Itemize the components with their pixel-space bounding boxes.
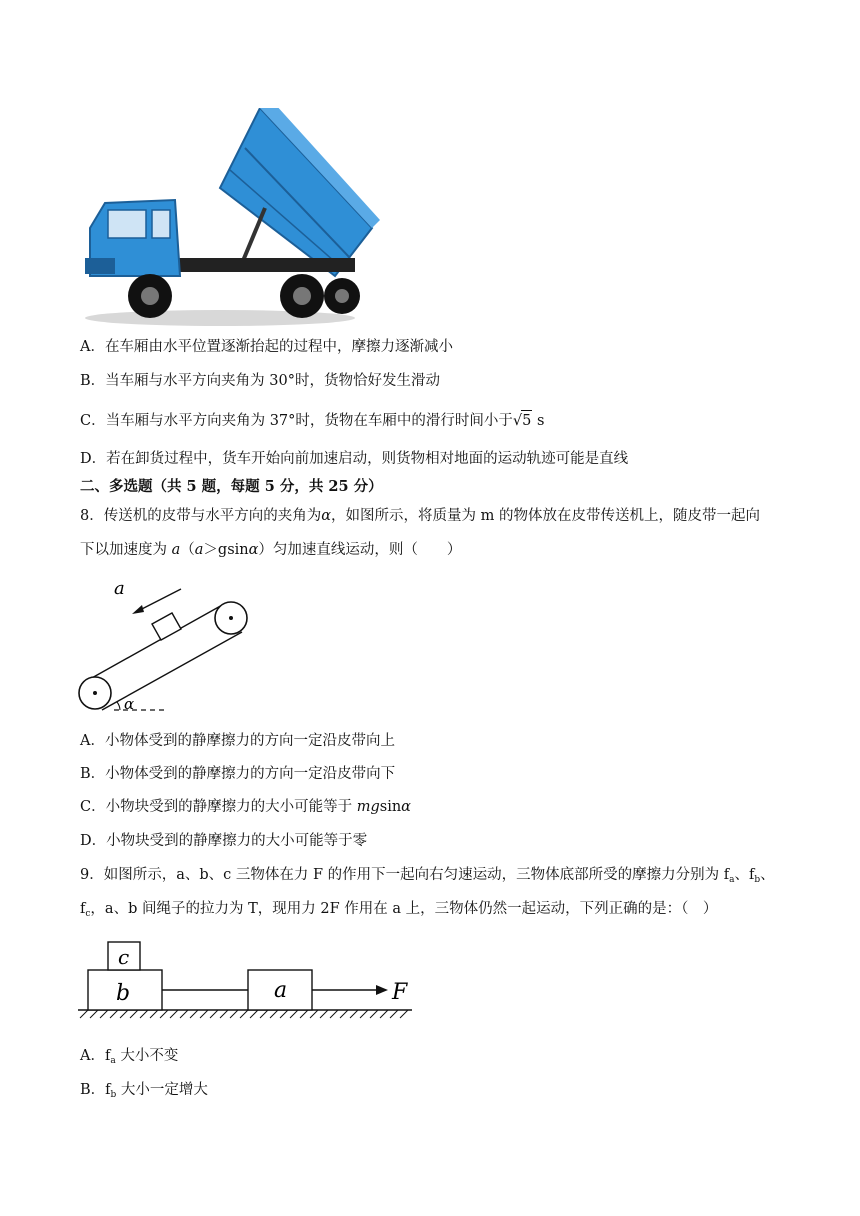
- q8-text-2: ，如图所示，将质量为 m 的物体放在皮带传送机上，随皮带一起向: [331, 508, 760, 524]
- q8-a2: a: [194, 542, 204, 558]
- conveyor-figure: [76, 576, 256, 716]
- q7-option-c-unit: s: [537, 413, 545, 429]
- q9-option-a: [80, 1046, 178, 1071]
- q9-text-5: ，a、b 间绳子的拉力为 T，现用力 2F 作用在 a 上，三物体仍然一起运动，下列正确的是：（ ）: [90, 901, 718, 917]
- fig-label-c: c: [118, 945, 130, 969]
- q9-stem-line2: [80, 899, 717, 924]
- q9-option-b: [80, 1080, 208, 1105]
- q9-sub-b: b: [754, 875, 761, 885]
- q9-sub-c: c: [85, 909, 91, 919]
- q9-b-post: 大小一定增大: [116, 1082, 208, 1098]
- q7-option-d: D．若在卸货过程中，货车开始向前加速启动，则货物相对地面的运动轨迹可能是直线: [80, 451, 629, 467]
- q9-text-4: f: [80, 901, 86, 917]
- q8-option-a: A．小物体受到的静摩擦力的方向一定沿皮带向上: [80, 733, 395, 749]
- section-heading: 二、多选题（共 5 题，每题 5 分，共 25 分）: [80, 478, 383, 495]
- q8-stem-line2: [80, 540, 461, 560]
- q8-c-mg: mg: [356, 799, 380, 815]
- q8-text-6: ）匀加速直线运动，则（ ）: [258, 542, 462, 558]
- q9-a-sub: a: [110, 1056, 116, 1066]
- q9-b-sub: b: [110, 1090, 117, 1100]
- q8-c-sin: sin: [379, 799, 402, 815]
- dump-truck-image: [80, 108, 380, 328]
- fig-label-f: F: [392, 980, 408, 1005]
- q8-alpha: α: [321, 508, 332, 524]
- q9-a-text: A．f: [80, 1048, 111, 1064]
- fig-label-b: b: [116, 981, 131, 1006]
- q8-c-text: C．小物块受到的静摩擦力的大小可能等于: [80, 799, 357, 815]
- q8-alpha2: α: [248, 542, 259, 558]
- q9-stem-line1: [80, 865, 775, 890]
- q8-stem-line1: [80, 506, 760, 526]
- q8-a: a: [171, 542, 181, 558]
- q8-text-3: 下以加速度为: [80, 542, 172, 558]
- q8-c-alpha: α: [401, 799, 411, 815]
- sqrt-symbol: √5: [513, 410, 532, 431]
- q9-text-3: 、: [760, 867, 775, 883]
- fig-label-a: a: [274, 978, 288, 1003]
- q9-text-2: 、f: [734, 867, 755, 883]
- q9-sub-a: a: [729, 875, 735, 885]
- q8-text-4: （: [180, 542, 195, 558]
- q8-option-c: [80, 797, 411, 817]
- q8-text-1: 8．传送机的皮带与水平方向的夹角为: [80, 508, 322, 524]
- q8-option-d: D．小物块受到的静摩擦力的大小可能等于零: [80, 833, 368, 849]
- q9-b-text: B．f: [80, 1082, 111, 1098]
- sqrt-radicand: 5: [521, 410, 532, 431]
- q7-option-a: A．在车厢由水平位置逐渐抬起的过程中，摩擦力逐渐减小: [80, 339, 453, 355]
- q9-text-1: 9．如图所示，a、b、c 三物体在力 F 的作用下一起向右匀速运动，三物体底部所受的摩擦力分别为 f: [80, 867, 730, 883]
- fig-label-alpha: α: [124, 695, 135, 713]
- fig-label-a: a: [114, 578, 125, 599]
- q8-text-5: ＞gsin: [203, 542, 249, 558]
- blocks-figure: [76, 936, 416, 1024]
- q8-option-b: B．小物体受到的静摩擦力的方向一定沿皮带向下: [80, 766, 396, 782]
- q9-a-post: 大小不变: [115, 1048, 179, 1064]
- q7-option-b: B．当车厢与水平方向夹角为 30°时，货物恰好发生滑动: [80, 373, 440, 389]
- q7-option-c-text: C．当车厢与水平方向夹角为 37°时，货物在车厢中的滑行时间小于: [80, 413, 513, 429]
- q7-option-c: [80, 410, 544, 431]
